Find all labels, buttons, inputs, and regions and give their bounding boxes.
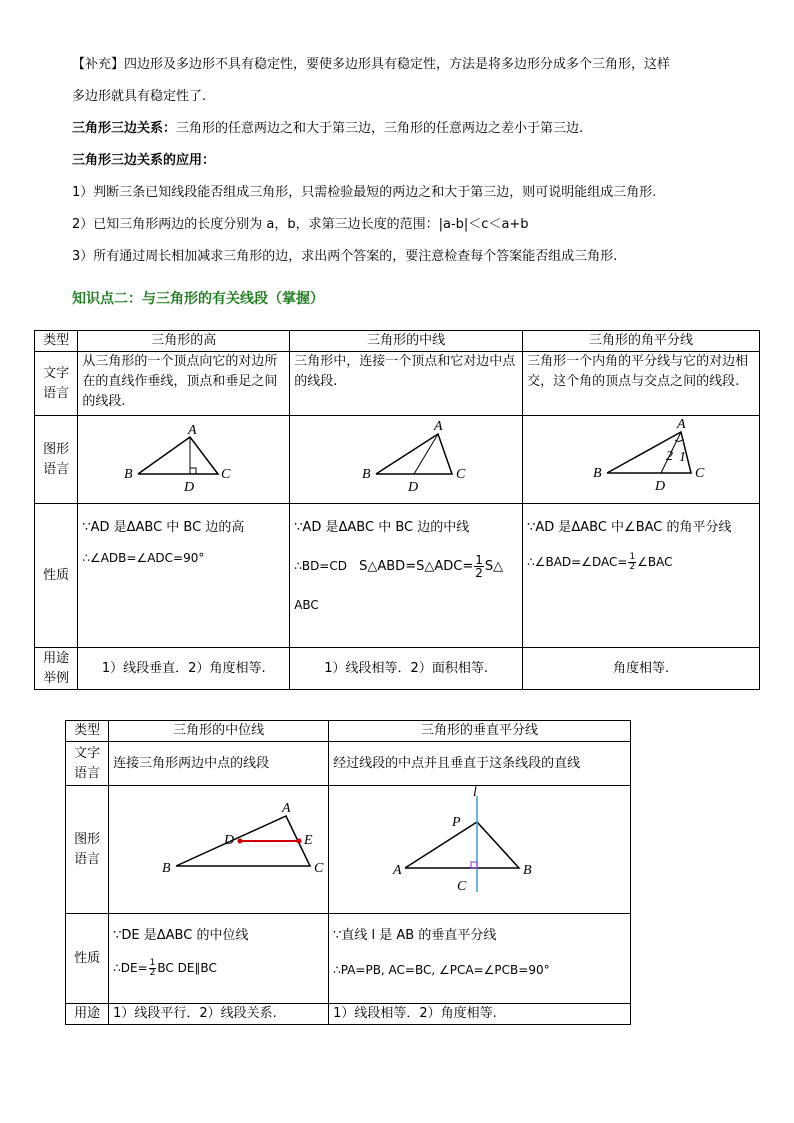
label-A: A xyxy=(676,417,686,432)
angle-2-label: 2 xyxy=(665,449,673,464)
perp-text: 经过线段的中点并且垂直于这条线段的直线 xyxy=(329,742,631,786)
perp-bisector-figure xyxy=(335,786,625,906)
label-P: P xyxy=(451,815,461,830)
fraction-numerator: 1 xyxy=(629,552,636,562)
table-triangle-segments xyxy=(34,330,760,690)
label-A: A xyxy=(392,863,402,878)
header-type: 类型 xyxy=(66,721,109,742)
table2-use-row xyxy=(66,1004,631,1025)
table1-text-row xyxy=(35,352,760,416)
midline-eq: ∴DE= xyxy=(113,961,148,975)
median-prop-2 xyxy=(294,554,518,579)
label-D: D xyxy=(408,480,419,495)
median-text: 三角形中，连接一个顶点和它对边中点的线段. xyxy=(290,352,523,416)
bisector-figure xyxy=(529,416,754,496)
perp-prop-1: ∵直线 l 是 AB 的垂直平分线 xyxy=(333,928,497,943)
bisector-use: 角度相等. xyxy=(523,648,760,690)
supplement-line-1: 【补充】四边形及多边形不具有稳定性，要使多边形具有稳定性，方法是将多边形分成多个三角形，这样 xyxy=(72,57,671,72)
fraction-denominator: 2 xyxy=(629,562,636,572)
bisector-half-fraction xyxy=(628,553,636,572)
application-1: 1）判断三条已知线段能否组成三角形，只需检验最短的两边之和大于第三边，则可说明能组成三角形. xyxy=(72,185,657,200)
bisector-eq-tail: ∠BAC xyxy=(637,555,673,569)
header-type: 类型 xyxy=(35,331,78,352)
header-bisector: 三角形的角平分线 xyxy=(523,331,760,352)
header-midline: 三角形的中位线 xyxy=(109,721,329,742)
row-label-figure: 图形语言 xyxy=(35,416,78,504)
median-bd-cd: ∴BD=CD xyxy=(294,559,347,573)
label-B: B xyxy=(123,467,133,482)
median-use: 1）线段相等．2）面积相等. xyxy=(290,648,523,690)
perp-property xyxy=(329,914,631,1004)
table2-text-row xyxy=(66,742,631,786)
altitude-figure xyxy=(84,416,284,496)
header-median: 三角形的中线 xyxy=(290,331,523,352)
median-area-eq: S△ABD=S△ADC= xyxy=(359,559,474,574)
bisector-eq: ∴∠BAD=∠DAC= xyxy=(527,555,628,569)
altitude-prop-2: ∴∠ADB=∠ADC=90° xyxy=(82,551,205,565)
row-label-figure: 图形语言 xyxy=(66,786,109,914)
section-heading: 知识点二：与三角形的有关线段（掌握） xyxy=(72,291,324,307)
label-B: B xyxy=(362,467,371,482)
relation-text: 三角形的任意两边之和大于第三边，三角形的任意两边之差小于第三边. xyxy=(176,121,584,136)
label-B: B xyxy=(522,863,532,878)
bisector-text: 三角形一个内角的平分线与它的对边相交，这个角的顶点与交点之间的线段. xyxy=(523,352,760,416)
median-property xyxy=(290,504,523,648)
fraction-denominator: 2 xyxy=(149,968,156,978)
median-figure-cell xyxy=(290,416,523,504)
label-C: C xyxy=(694,466,704,481)
altitude-figure-cell xyxy=(78,416,290,504)
median-prop-1: ∵AD 是ΔABC 中 BC 边的中线 xyxy=(294,520,470,535)
table2-property-row xyxy=(66,914,631,1004)
angle-1-label: 1 xyxy=(678,450,686,465)
label-B: B xyxy=(592,466,602,481)
row-label-use: 用途举例 xyxy=(35,648,78,690)
midline-prop-2 xyxy=(113,958,324,978)
bisector-property xyxy=(523,504,760,648)
label-A: A xyxy=(434,419,443,434)
triangle-relation xyxy=(72,120,583,138)
row-label-text: 文字语言 xyxy=(35,352,78,416)
midline-eq-tail: BC DE∥BC xyxy=(157,961,217,975)
label-C: C xyxy=(456,879,466,894)
median-prop-3: ABC xyxy=(294,598,319,612)
table-midline-perpendicular xyxy=(65,720,631,1025)
label-E: E xyxy=(303,833,313,848)
midline-prop-1: ∵DE 是ΔABC 的中位线 xyxy=(113,928,249,943)
table1-header-row xyxy=(35,331,760,352)
row-label-use: 用途 xyxy=(66,1004,109,1025)
header-perp-bisector: 三角形的垂直平分线 xyxy=(329,721,631,742)
perp-use: 1）线段相等．2）角度相等. xyxy=(329,1004,631,1025)
supplement-line-2: 多边形就具有稳定性了. xyxy=(72,89,207,104)
fraction-denominator: 2 xyxy=(475,566,483,580)
table1-figure-row xyxy=(35,416,760,504)
altitude-use: 1）线段垂直．2）角度相等. xyxy=(78,648,290,690)
row-label-property: 性质 xyxy=(66,914,109,1004)
table1-use-row xyxy=(35,648,760,690)
label-A: A xyxy=(187,423,197,438)
label-D: D xyxy=(223,833,234,848)
label-B: B xyxy=(161,861,171,876)
label-C: C xyxy=(220,467,231,482)
bisector-prop-2 xyxy=(527,552,755,572)
midline-use: 1）线段平行．2）线段关系. xyxy=(109,1004,329,1025)
label-l: l xyxy=(472,786,477,800)
relation-label: 三角形三边关系： xyxy=(72,121,177,136)
application-title: 三角形三边关系的应用： xyxy=(72,153,216,168)
label-D: D xyxy=(183,480,194,495)
median-half-fraction xyxy=(474,554,484,579)
midline-text: 连接三角形两边中点的线段 xyxy=(109,742,329,786)
altitude-text: 从三角形的一个顶点向它的对边所在的直线作垂线，顶点和垂足之间的线段. xyxy=(78,352,290,416)
row-label-property: 性质 xyxy=(35,504,78,648)
midline-half-fraction xyxy=(149,959,157,978)
median-figure xyxy=(296,416,516,496)
altitude-prop-1: ∵AD 是ΔABC 中 BC 边的高 xyxy=(82,520,245,535)
midline-property xyxy=(109,914,329,1004)
perp-prop-2: ∴PA=PB, AC=BC, ∠PCA=∠PCB=90° xyxy=(333,963,550,977)
label-C: C xyxy=(313,861,323,876)
fraction-numerator: 1 xyxy=(149,958,156,968)
midline-figure-cell xyxy=(109,786,329,914)
table2-header-row xyxy=(66,721,631,742)
label-C: C xyxy=(456,467,466,482)
table2-figure-row xyxy=(66,786,631,914)
application-2: 2）已知三角形两边的长度分别为 a，b，求第三边长度的范围：|a-b|＜c＜a+b xyxy=(72,217,529,232)
midline-figure xyxy=(114,786,324,906)
fraction-numerator: 1 xyxy=(475,553,483,567)
header-altitude: 三角形的高 xyxy=(78,331,290,352)
label-D: D xyxy=(654,479,665,494)
altitude-property xyxy=(78,504,290,648)
application-3: 3）所有通过周长相加减求三角形的边，求出两个答案的，要注意检查每个答案能否组成三角形. xyxy=(72,249,618,264)
label-A: A xyxy=(281,801,291,816)
table1-property-row xyxy=(35,504,760,648)
perp-figure-cell xyxy=(329,786,631,914)
bisector-figure-cell xyxy=(523,416,760,504)
row-label-text: 文字语言 xyxy=(66,742,109,786)
median-area-tail: S△ xyxy=(484,559,504,574)
bisector-prop-1: ∵AD 是ΔABC 中∠BAC 的角平分线 xyxy=(527,520,732,535)
